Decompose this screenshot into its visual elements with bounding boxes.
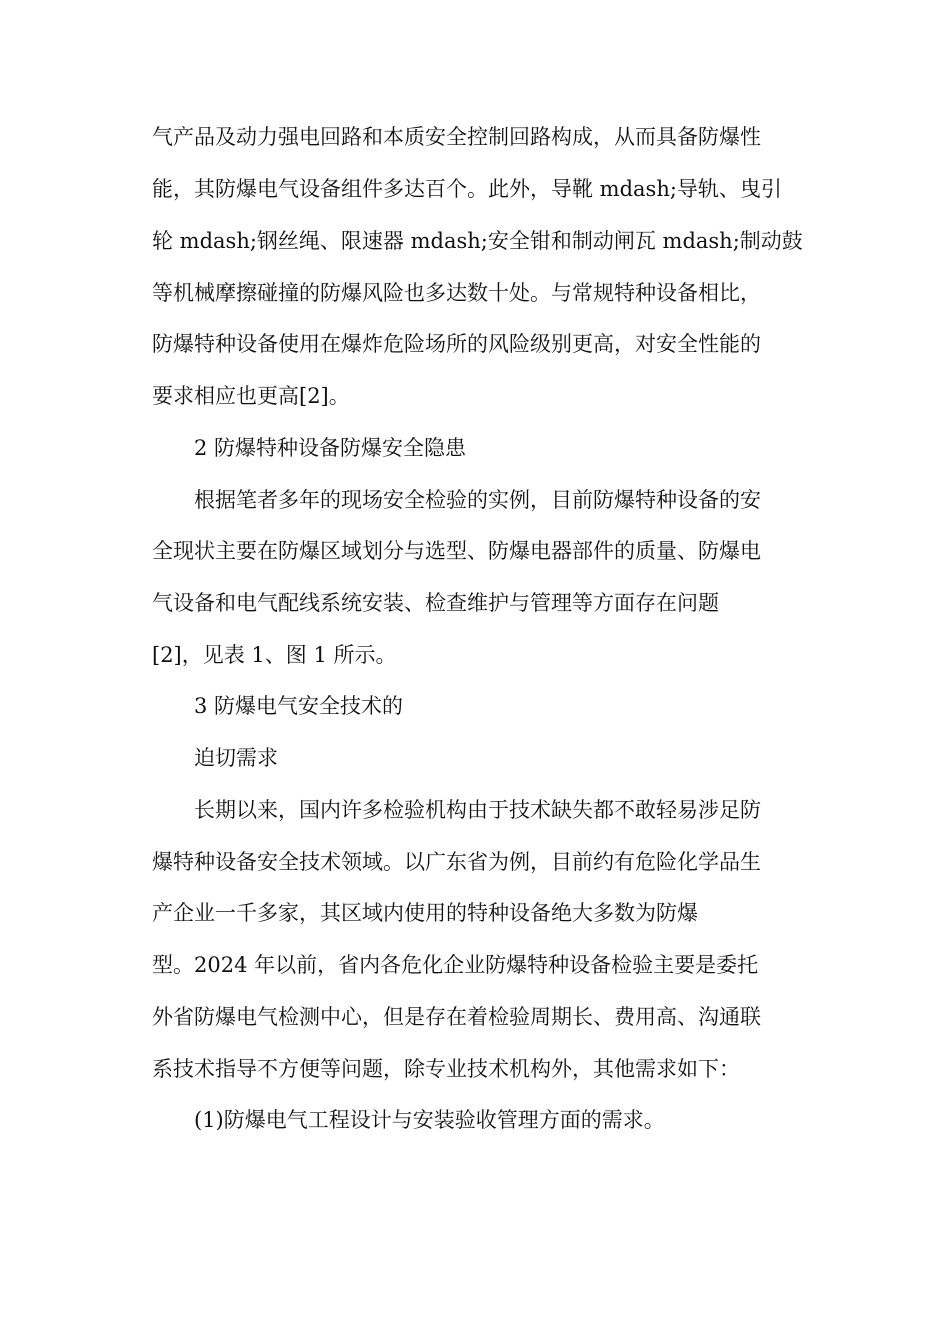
body-line-18: 外省防爆电气检测中心，但是存在着检验周期长、费用高、沟通联	[152, 1005, 761, 1029]
body-line-11: [2]，见表 1、图 1 所示。	[152, 643, 397, 667]
body-line-9: 全现状主要在防爆区域划分与选型、防爆电器部件的质量、防爆电	[152, 539, 761, 563]
body-line-1: 气产品及动力强电回路和本质安全控制回路构成，从而具备防爆性	[152, 125, 761, 149]
section-heading-3: 3 防爆电气安全技术的	[194, 694, 404, 718]
body-line-16: 产企业一千多家，其区域内使用的特种设备绝大多数为防爆	[152, 901, 698, 925]
section-heading-3-cont: 迫切需求	[194, 746, 278, 770]
body-line-14: 长期以来，国内许多检验机构由于技术缺失都不敢轻易涉足防	[194, 798, 761, 822]
body-line-3: 轮 mdash;钢丝绳、限速器 mdash;安全钳和制动闸瓦 mdash;制动鼓	[152, 229, 803, 253]
body-line-17: 型。2024 年以前，省内各危化企业防爆特种设备检验主要是委托	[152, 953, 759, 977]
body-line-4: 等机械摩擦碰撞的防爆风险也多达数十处。与常规特种设备相比，	[152, 281, 761, 305]
list-item-1: (1)防爆电气工程设计与安装验收管理方面的需求。	[194, 1108, 665, 1132]
body-line-5: 防爆特种设备使用在爆炸危险场所的风险级别更高，对安全性能的	[152, 332, 761, 356]
body-line-15: 爆特种设备安全技术领域。以广东省为例，目前约有危险化学品生	[152, 850, 761, 874]
body-line-10: 气设备和电气配线系统安装、检查维护与管理等方面存在问题	[152, 591, 719, 615]
section-heading-2: 2 防爆特种设备防爆安全隐患	[194, 436, 467, 460]
body-line-8: 根据笔者多年的现场安全检验的实例，目前防爆特种设备的安	[194, 488, 761, 512]
body-line-2: 能，其防爆电气设备组件多达百个。此外，导靴 mdash;导轨、曳引	[152, 177, 782, 201]
body-line-19: 系技术指导不方便等问题，除专业技术机构外，其他需求如下：	[152, 1057, 740, 1081]
body-line-6: 要求相应也更高[2]。	[152, 384, 350, 408]
